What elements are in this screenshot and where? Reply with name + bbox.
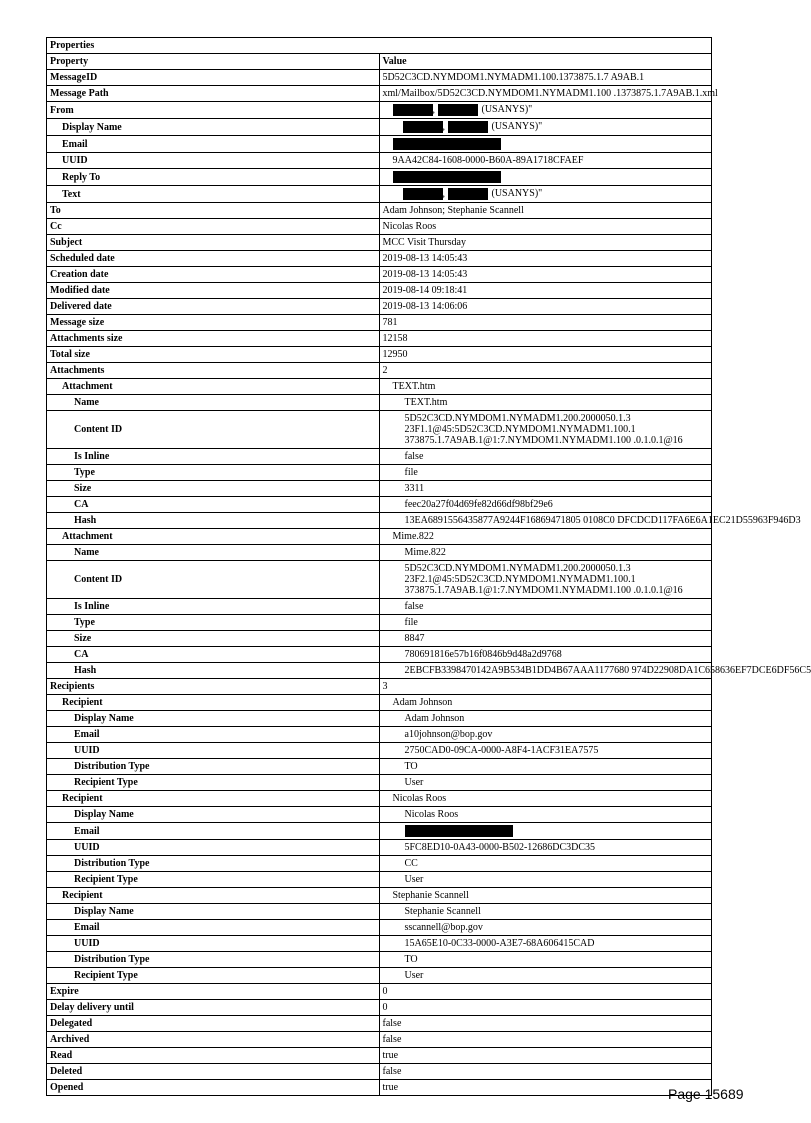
property-key: Distribution Type: [47, 952, 380, 968]
redaction-block: [393, 104, 433, 116]
property-row: [47, 727, 712, 743]
property-row: [47, 251, 712, 267]
property-key: Hash: [47, 513, 380, 529]
property-key: Display Name: [47, 904, 380, 920]
redaction-block: [438, 104, 478, 116]
property-key: To: [47, 203, 380, 219]
property-key: Delay delivery until: [47, 1000, 380, 1016]
column-header-property: Property: [47, 54, 380, 70]
property-value-line: 5D52C3CD.NYMDOM1.NYMADM1.200.2000050.1.3: [404, 413, 631, 424]
property-value-line: 23F2.1@45:5D52C3CD.NYMDOM1.NYMADM1.100.1: [404, 574, 636, 585]
property-value: Adam Johnson; Stephanie Scannell: [379, 203, 712, 219]
property-value: TO: [379, 759, 712, 775]
property-row: [47, 379, 712, 395]
property-value: true: [379, 1080, 712, 1096]
property-key: Attachment: [47, 379, 380, 395]
property-value: Adam Johnson: [379, 695, 712, 711]
property-key: Recipient: [47, 791, 380, 807]
property-value: true: [379, 1048, 712, 1064]
property-value: 2EBCFB3398470142A9B534B1DD4B67AAA1177680 974D22908DA1C658636EF7DCE6DF56C5: [379, 663, 712, 679]
property-value: 15A65E10-0C33-0000-A3E7-68A606415CAD: [379, 936, 712, 952]
property-value: 0: [379, 1000, 712, 1016]
property-value: User: [379, 872, 712, 888]
property-row: [47, 411, 712, 449]
property-value: TO: [379, 952, 712, 968]
property-value: false: [379, 1016, 712, 1032]
property-value: file: [379, 465, 712, 481]
property-value: 0: [379, 984, 712, 1000]
property-value: Nicolas Roos: [379, 219, 712, 235]
property-value: [379, 411, 712, 449]
property-row: [47, 904, 712, 920]
property-value: User: [379, 775, 712, 791]
property-row: [47, 331, 712, 347]
property-key: UUID: [47, 743, 380, 759]
property-row: [47, 136, 712, 153]
property-key: Email: [47, 823, 380, 840]
property-row: [47, 1048, 712, 1064]
property-row: [47, 952, 712, 968]
property-key: Delivered date: [47, 299, 380, 315]
property-row: [47, 647, 712, 663]
property-row: [47, 1000, 712, 1016]
property-row: [47, 545, 712, 561]
column-header-row: [47, 54, 712, 70]
property-value: TEXT.htm: [379, 379, 712, 395]
property-key: Text: [47, 186, 380, 203]
property-row: [47, 283, 712, 299]
property-value: [379, 186, 712, 203]
property-row: [47, 968, 712, 984]
property-value-text: (USANYS)": [491, 188, 543, 200]
property-key: Content ID: [47, 561, 380, 599]
property-value: [379, 102, 712, 119]
property-key: UUID: [47, 840, 380, 856]
property-key: Email: [47, 920, 380, 936]
property-value: false: [379, 1032, 712, 1048]
property-row: [47, 347, 712, 363]
property-key: Name: [47, 395, 380, 411]
property-row: [47, 363, 712, 379]
property-value: CC: [379, 856, 712, 872]
property-row: [47, 153, 712, 169]
property-row: [47, 695, 712, 711]
property-value: Mime.822: [379, 529, 712, 545]
property-row: [47, 1064, 712, 1080]
property-value: Stephanie Scannell: [379, 904, 712, 920]
property-key: Name: [47, 545, 380, 561]
property-key: Recipients: [47, 679, 380, 695]
property-key: Distribution Type: [47, 759, 380, 775]
property-row: [47, 775, 712, 791]
property-value-line: 5D52C3CD.NYMDOM1.NYMADM1.200.2000050.1.3: [404, 563, 631, 574]
property-row: [47, 1032, 712, 1048]
property-value: sscannell@bop.gov: [379, 920, 712, 936]
property-value: 13EA6891556435877A9244F16869471805 0108C0 DFCDCD117FA6E6A1EC21D55963F946D3: [379, 513, 712, 529]
property-row: [47, 599, 712, 615]
property-row: [47, 1016, 712, 1032]
property-value: xml/Mailbox/5D52C3CD.NYMDOM1.NYMADM1.100 .1373875.1.7A9AB.1.xml: [379, 86, 712, 102]
property-key: UUID: [47, 936, 380, 952]
property-value: 780691816e57b16f0846b9d48a2d9768: [379, 647, 712, 663]
redaction-block: [448, 121, 488, 133]
property-row: [47, 561, 712, 599]
property-key: Deleted: [47, 1064, 380, 1080]
property-key: Size: [47, 481, 380, 497]
property-key: Recipient: [47, 695, 380, 711]
property-key: Message size: [47, 315, 380, 331]
property-key: Attachments size: [47, 331, 380, 347]
property-row: [47, 315, 712, 331]
redaction-separator: ,: [442, 188, 448, 200]
property-row: [47, 203, 712, 219]
redaction-block: [448, 188, 488, 200]
property-row: [47, 984, 712, 1000]
property-value: 781: [379, 315, 712, 331]
property-key: Subject: [47, 235, 380, 251]
property-value: Nicolas Roos: [379, 791, 712, 807]
property-value: [379, 823, 712, 840]
property-row: [47, 235, 712, 251]
property-key: Display Name: [47, 807, 380, 823]
property-row: [47, 497, 712, 513]
property-value: 2019-08-13 14:05:43: [379, 251, 712, 267]
property-key: Attachment: [47, 529, 380, 545]
property-value: 3: [379, 679, 712, 695]
property-key: Hash: [47, 663, 380, 679]
property-key: MessageID: [47, 70, 380, 86]
property-key: From: [47, 102, 380, 119]
property-value-text: (USANYS)": [481, 104, 533, 116]
property-value: TEXT.htm: [379, 395, 712, 411]
property-value: [379, 561, 712, 599]
property-row: [47, 86, 712, 102]
property-key: Reply To: [47, 169, 380, 186]
property-value: 2: [379, 363, 712, 379]
property-row: [47, 70, 712, 86]
property-value: false: [379, 1064, 712, 1080]
property-value: false: [379, 449, 712, 465]
property-value: a10johnson@bop.gov: [379, 727, 712, 743]
property-row: [47, 872, 712, 888]
property-row: [47, 679, 712, 695]
redaction-separator: ,: [432, 104, 438, 116]
property-key: Total size: [47, 347, 380, 363]
property-key: Display Name: [47, 711, 380, 727]
property-key: Attachments: [47, 363, 380, 379]
page-number: Page 15689: [668, 1086, 744, 1102]
property-key: Recipient Type: [47, 775, 380, 791]
property-row: [47, 888, 712, 904]
property-row: [47, 711, 712, 727]
property-key: Type: [47, 465, 380, 481]
property-row: [47, 791, 712, 807]
property-value: 3311: [379, 481, 712, 497]
property-row: [47, 856, 712, 872]
property-value: file: [379, 615, 712, 631]
property-value-line: 373875.1.7A9AB.1@1:7.NYMDOM1.NYMADM1.100 .0.1.0.1@16: [404, 585, 683, 596]
property-row: [47, 759, 712, 775]
redaction-block: [393, 171, 501, 183]
property-row: [47, 465, 712, 481]
property-row: [47, 663, 712, 679]
property-row: [47, 529, 712, 545]
property-row: [47, 449, 712, 465]
property-key: Modified date: [47, 283, 380, 299]
property-value: 5D52C3CD.NYMDOM1.NYMADM1.100.1373875.1.7 A9AB.1: [379, 70, 712, 86]
redaction-block: [393, 138, 501, 150]
property-row: [47, 513, 712, 529]
property-value: [379, 119, 712, 136]
property-row: [47, 299, 712, 315]
property-key: Size: [47, 631, 380, 647]
property-key: Creation date: [47, 267, 380, 283]
property-key: Opened: [47, 1080, 380, 1096]
property-row: [47, 219, 712, 235]
property-value: Nicolas Roos: [379, 807, 712, 823]
property-key: CA: [47, 497, 380, 513]
redaction-block: [405, 825, 513, 837]
property-row: [47, 840, 712, 856]
property-key: Content ID: [47, 411, 380, 449]
property-key: Distribution Type: [47, 856, 380, 872]
property-key: Expire: [47, 984, 380, 1000]
property-row: [47, 743, 712, 759]
property-value: 12158: [379, 331, 712, 347]
property-row: [47, 267, 712, 283]
property-value: feec20a27f04d69fe82d66df98bf29e6: [379, 497, 712, 513]
column-header-value: Value: [379, 54, 712, 70]
property-key: Is Inline: [47, 599, 380, 615]
property-value: 2019-08-13 14:05:43: [379, 267, 712, 283]
property-row: [47, 631, 712, 647]
property-value: 5FC8ED10-0A43-0000-B502-12686DC3DC35: [379, 840, 712, 856]
section-title: Properties: [47, 38, 712, 54]
property-key: Email: [47, 136, 380, 153]
property-value: false: [379, 599, 712, 615]
property-value: Adam Johnson: [379, 711, 712, 727]
property-key: Recipient Type: [47, 872, 380, 888]
property-key: Read: [47, 1048, 380, 1064]
property-value: 2019-08-13 14:06:06: [379, 299, 712, 315]
redaction-block: [403, 188, 443, 200]
redaction-separator: ,: [442, 121, 448, 133]
property-row: [47, 102, 712, 119]
property-row: [47, 395, 712, 411]
property-value: [379, 136, 712, 153]
property-key: Email: [47, 727, 380, 743]
property-key: Is Inline: [47, 449, 380, 465]
property-key: Archived: [47, 1032, 380, 1048]
property-value-line: 373875.1.7A9AB.1@1:7.NYMDOM1.NYMADM1.100 .0.1.0.1@16: [404, 435, 683, 446]
property-value: 12950: [379, 347, 712, 363]
property-value-line: 23F1.1@45:5D52C3CD.NYMDOM1.NYMADM1.100.1: [404, 424, 636, 435]
property-row: [47, 615, 712, 631]
property-key: Recipient Type: [47, 968, 380, 984]
property-key: Type: [47, 615, 380, 631]
property-value: Mime.822: [379, 545, 712, 561]
property-row: [47, 119, 712, 136]
property-key: Message Path: [47, 86, 380, 102]
property-row: [47, 920, 712, 936]
property-key: Recipient: [47, 888, 380, 904]
property-row: [47, 936, 712, 952]
property-key: Delegated: [47, 1016, 380, 1032]
property-key: CA: [47, 647, 380, 663]
property-key: Display Name: [47, 119, 380, 136]
property-row: [47, 169, 712, 186]
property-value: 8847: [379, 631, 712, 647]
property-row: [47, 1080, 712, 1096]
property-value: MCC Visit Thursday: [379, 235, 712, 251]
property-value-text: (USANYS)": [491, 121, 543, 133]
property-value: 2750CAD0-09CA-0000-A8F4-1ACF31EA7575: [379, 743, 712, 759]
property-row: [47, 186, 712, 203]
property-value: 2019-08-14 09:18:41: [379, 283, 712, 299]
redaction-block: [403, 121, 443, 133]
property-value: Stephanie Scannell: [379, 888, 712, 904]
property-row: [47, 807, 712, 823]
section-header-row: [47, 38, 712, 54]
property-value: [379, 169, 712, 186]
property-key: Cc: [47, 219, 380, 235]
property-key: UUID: [47, 153, 380, 169]
property-value: User: [379, 968, 712, 984]
property-row: [47, 823, 712, 840]
property-row: [47, 481, 712, 497]
property-value: 9AA42C84-1608-0000-B60A-89A1718CFAEF: [379, 153, 712, 169]
property-key: Scheduled date: [47, 251, 380, 267]
